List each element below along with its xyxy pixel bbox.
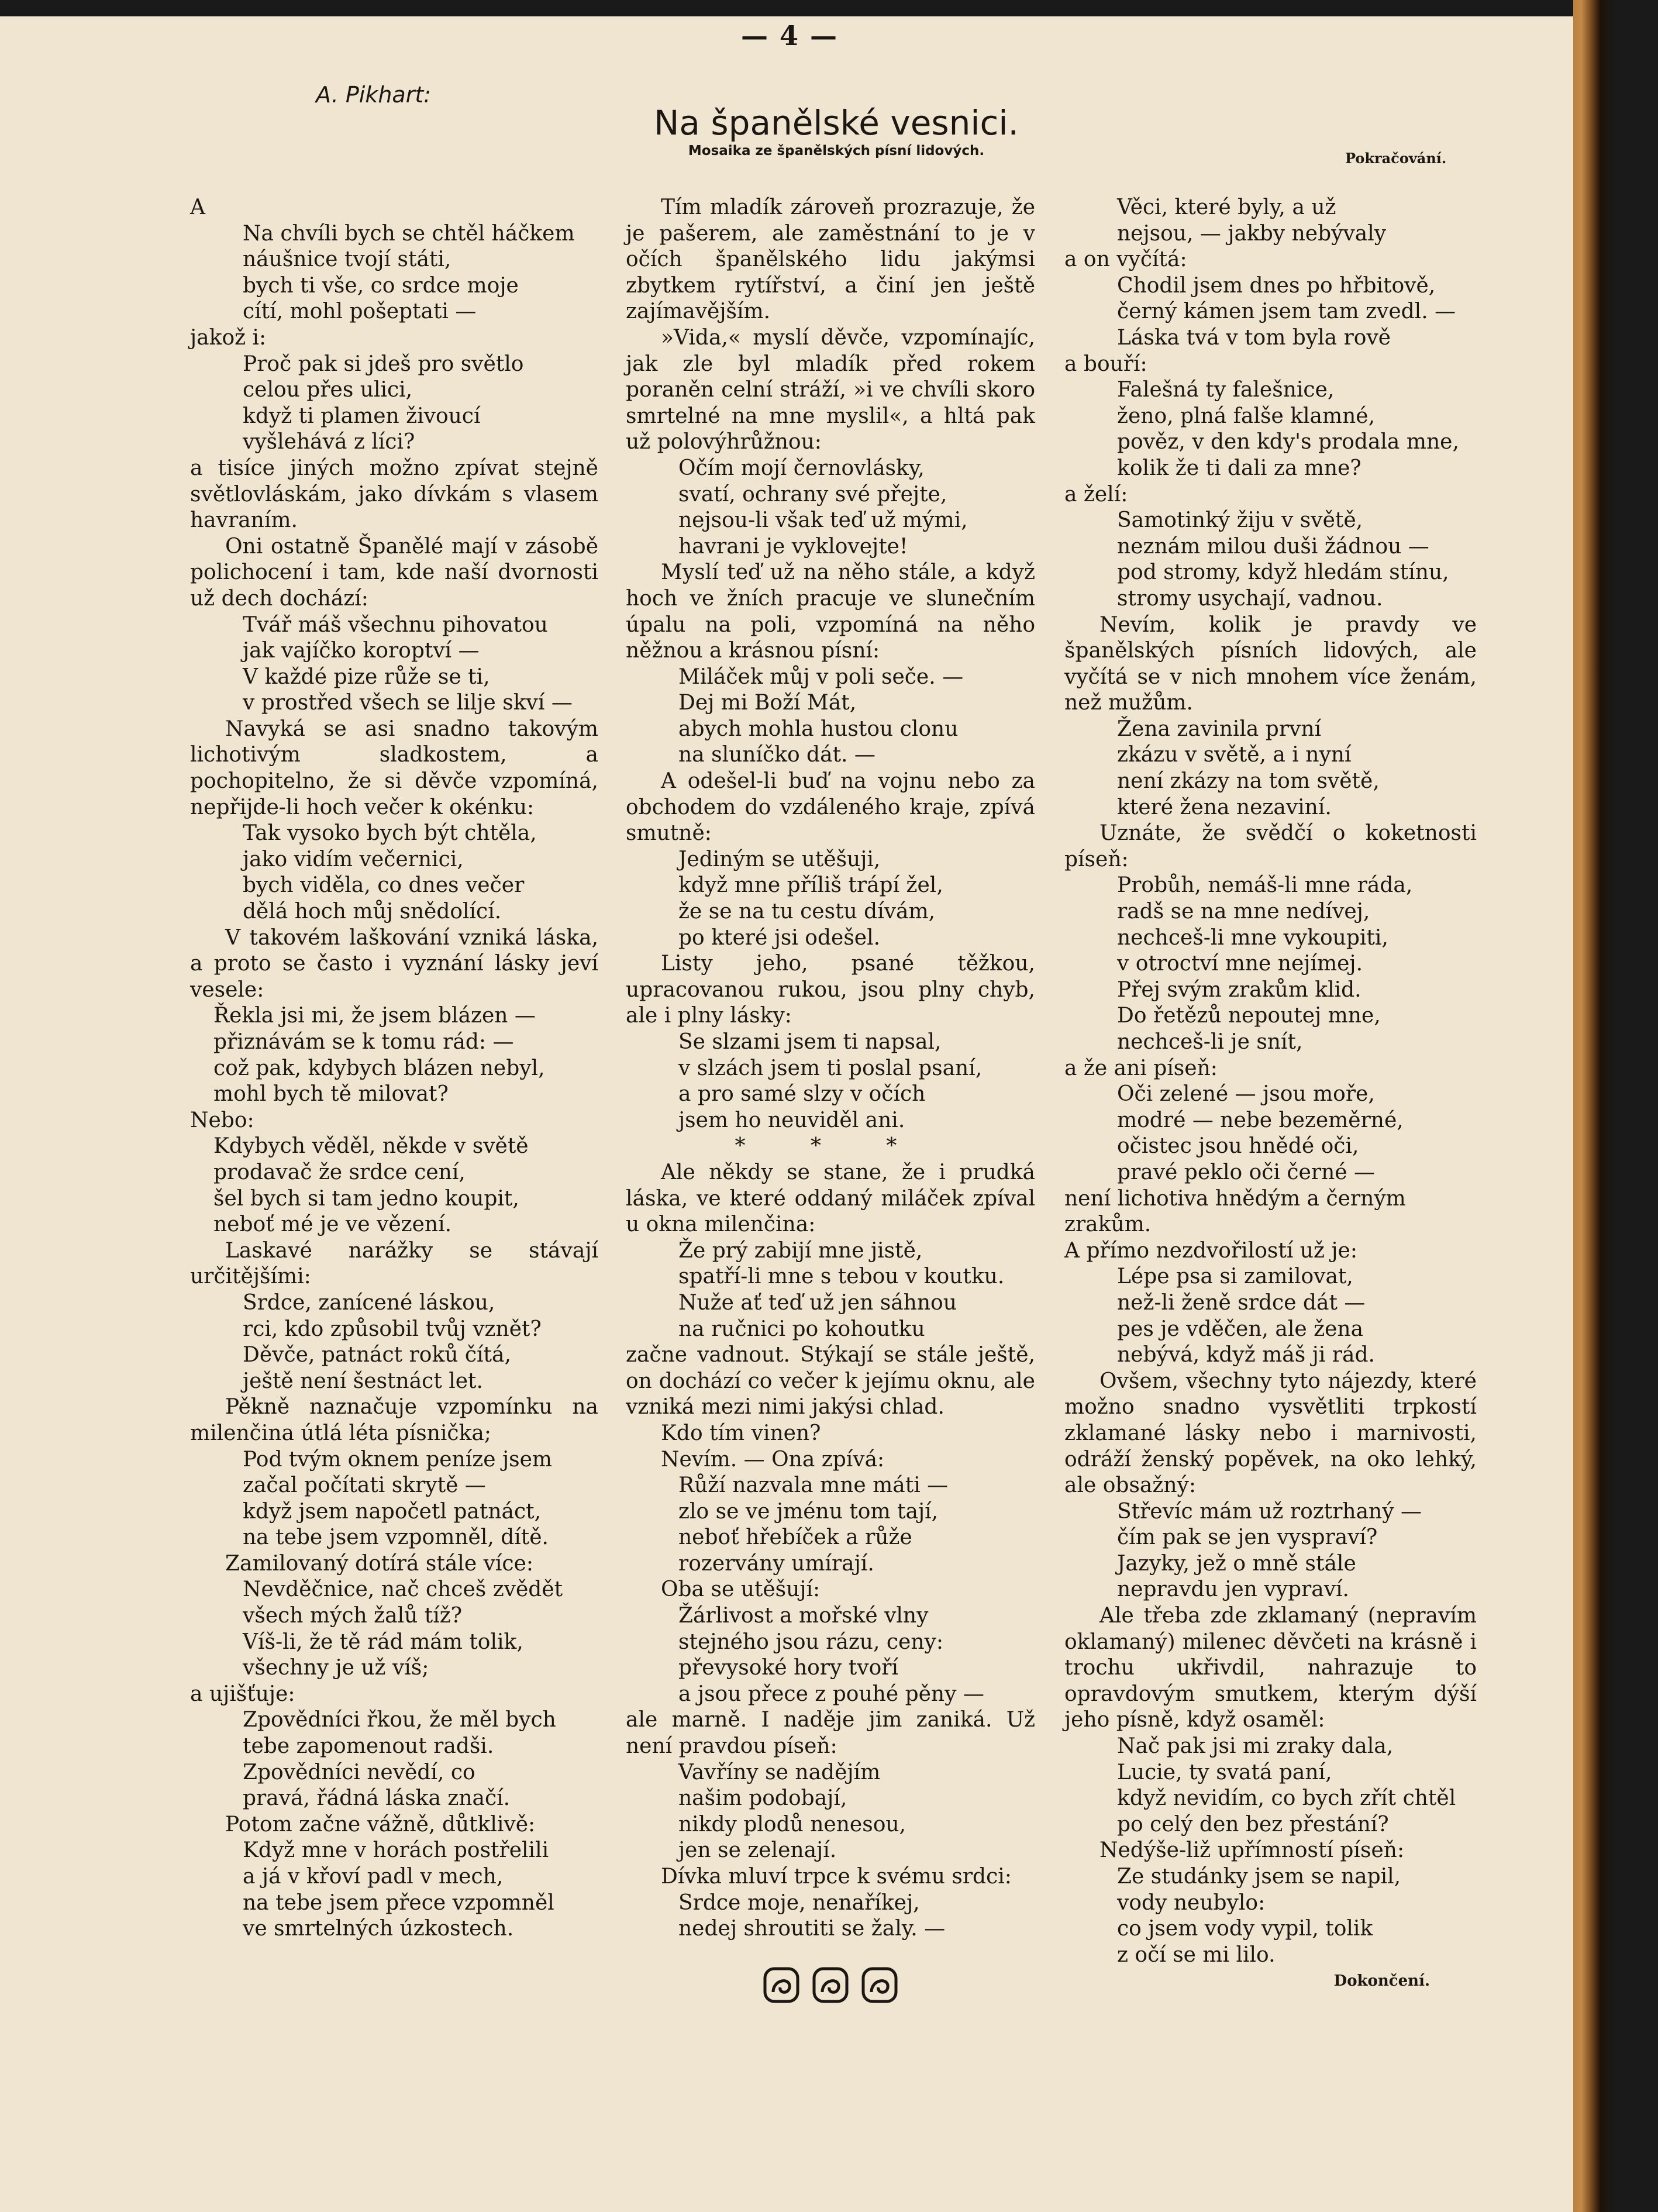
- verse-line: Srdce, zanícené láskou,: [243, 1290, 495, 1315]
- verse-line: Oba se utěšují:: [661, 1577, 821, 1602]
- verse-line: modré — nebe bezeměrné,: [1117, 1108, 1404, 1132]
- verse-line: Zpovědníci nevědí, co: [243, 1760, 475, 1784]
- verse-line: pravé peklo oči černé —: [1117, 1160, 1375, 1184]
- verse-line: nebývá, když máš ji rád.: [1117, 1343, 1375, 1367]
- verse-line: v otroctví mne nejímej.: [1117, 952, 1363, 976]
- prose-paragraph: Ale někdy se stane, že i prudká láska, ve které oddaný miláček zpíval u okna milenčina:: [626, 1160, 1035, 1237]
- verse-line: Tak vysoko bych být chtěla,: [243, 821, 537, 846]
- verse-line: ve smrtelných úzkostech.: [243, 1917, 514, 1941]
- text-column-3: [1064, 195, 1477, 1994]
- verse-line: bych ti vše, co srdce moje: [243, 273, 519, 298]
- verse-line: Nač pak jsi mi zraky dala,: [1117, 1734, 1394, 1759]
- verse-line: šel bych si tam jedno koupit,: [213, 1186, 519, 1211]
- verse-line: neznám milou duši žádnou —: [1117, 534, 1429, 559]
- verse-line: Že prý zabijí mne jistě,: [678, 1238, 923, 1263]
- verse-line: Kdybych věděl, někde v světě: [213, 1134, 529, 1159]
- verse-line: ještě není šestnáct let.: [243, 1369, 483, 1393]
- verse-line: což pak, kdybych blázen nebyl,: [213, 1056, 545, 1080]
- text-line: Nebo:: [190, 1108, 254, 1132]
- verse-line: spatří-li mne s tebou v koutku.: [678, 1265, 1005, 1289]
- verse-line: nechceš-li je snít,: [1117, 1030, 1303, 1054]
- verse-line: rozervány umírají.: [678, 1551, 874, 1576]
- verse-line: pověz, v den kdy's prodala mne,: [1117, 430, 1459, 454]
- verse-line: v prostřed všech se lilje skví —: [243, 691, 573, 715]
- verse-line: Oči zelené — jsou moře,: [1117, 1082, 1375, 1107]
- verse-line: Dívka mluví trpce k svému srdci:: [661, 1865, 1012, 1889]
- verse-line: vody neubylo:: [1117, 1890, 1266, 1915]
- verse-line: očistec jsou hnědé oči,: [1117, 1134, 1359, 1159]
- prose-paragraph: a tisíce jiných možno zpívat stejně světlovláskám, jako dívkám s vlasem havraním.: [190, 456, 598, 533]
- verse-line: mohl bych tě milovat?: [213, 1082, 449, 1107]
- verse-line: Zpovědníci řkou, že měl bych: [243, 1708, 556, 1732]
- verse-line: co jsem vody vypil, tolik: [1117, 1917, 1373, 1941]
- prose-paragraph: Myslí teď už na něho stále, a když hoch ve žních pracuje ve slunečním úpalu na poli, vzpomíná na něho něžnou a krásnou písní:: [626, 560, 1035, 663]
- prose-paragraph: Laskavé narážky se stávají určitějšími:: [190, 1238, 598, 1289]
- verse-line: Probůh, nemáš-li mne ráda,: [1117, 873, 1413, 898]
- verse-line: na tebe jsem vzpomněl, dítě.: [243, 1525, 549, 1550]
- verse-line: když ti plamen živoucí: [243, 404, 481, 428]
- verse-line: Když mne v horách postřelili: [243, 1838, 549, 1863]
- verse-line: tebe zapomenout radši.: [243, 1734, 494, 1759]
- verse-line: po které jsi odešel.: [678, 925, 881, 950]
- verse-line: Jediným se utěšuji,: [678, 847, 881, 871]
- verse-line: abych mohla hustou clonu: [678, 716, 959, 741]
- verse-line: stejného jsou rázu, ceny:: [678, 1629, 943, 1654]
- verse-line: Nevděčnice, nač chceš zvědět: [243, 1577, 563, 1602]
- prose-paragraph: Oni ostatně Španělé mají v zásobě polichocení i tam, kde naší dvornosti už dech dochází:: [190, 534, 598, 611]
- verse-line: když nevidím, co bych zřít chtěl: [1117, 1786, 1456, 1811]
- three-spiral-ornament-icon: [760, 1965, 901, 2006]
- verse-line: a jsou přece z pouhé pěny —: [678, 1682, 984, 1706]
- verse-line: když mne příliš trápí žel,: [678, 873, 943, 898]
- verse-line: svatí, ochrany své přejte,: [678, 482, 947, 507]
- article-title: Na španělské vesnici.: [654, 103, 1019, 143]
- prose-paragraph: Nedýše-liž upřímností píseň:: [1099, 1838, 1405, 1863]
- verse-line: Děvče, patnáct roků čítá,: [243, 1343, 511, 1367]
- verse-line: Proč pak si jdeš pro světlo: [243, 352, 524, 376]
- verse-line: na sluníčko dát. —: [678, 743, 875, 767]
- prose-paragraph: Tím mladík zároveň prozrazuje, že je pašerem, ale zaměstnání to je v očích španělského lidu jakýmsi zbytkem rytířství, a činí jen ještě zajímavějším.: [626, 195, 1035, 324]
- verse-line: jen se zelenají.: [678, 1838, 837, 1863]
- verse-line: Nuže ať teď už jen sáhnou: [678, 1290, 957, 1315]
- verse-line: a já v křoví padl v mech,: [243, 1865, 504, 1889]
- verse-line: Tvář máš všechnu pihovatou: [243, 612, 548, 637]
- verse-line: Vavříny se nadějím: [678, 1760, 881, 1784]
- author: A. Pikhart:: [316, 82, 432, 108]
- prose-paragraph: Pěkně naznačuje vzpomínku na milenčina útlá léta písnička;: [190, 1395, 598, 1445]
- verse-line: Láska tvá v tom byla rově: [1117, 325, 1391, 350]
- page-number: — 4 —: [740, 20, 839, 51]
- verse-line: nejsou-li však teď už mými,: [678, 508, 968, 533]
- verse-line: Věci, které byly, a už: [1117, 195, 1336, 219]
- prose-paragraph: ale marně. I naděje jim zaniká. Už není pravdou píseň:: [626, 1708, 1035, 1759]
- verse-line: zlo se ve jménu tom tají,: [678, 1499, 939, 1524]
- prose-paragraph: Potom začne vážně, důtklivě:: [225, 1812, 536, 1837]
- verse-line: na tebe jsem přece vzpomněl: [243, 1890, 554, 1915]
- verse-line: čím pak se jen vyspraví?: [1117, 1525, 1378, 1550]
- verse-line: Nevím. — Ona zpívá:: [661, 1447, 885, 1472]
- ending-note: Dokončení.: [1333, 1972, 1430, 1990]
- prose-paragraph: Listy jeho, psané těžkou, upracovanou rukou, jsou plny chyb, ale i plny lásky:: [626, 952, 1035, 1028]
- verse-line: zkázu v světě, a i nyní: [1117, 743, 1352, 767]
- verse-line: Víš-li, že tě rád mám tolik,: [243, 1629, 523, 1654]
- verse-line: jsem ho neuviděl ani.: [678, 1108, 905, 1132]
- verse-line: jak vajíčko koroptví —: [243, 639, 480, 663]
- verse-line: Srdce moje, nenaříkej,: [678, 1890, 920, 1915]
- verse-line: Růží nazvala mne máti —: [678, 1473, 949, 1498]
- verse-line: Na chvíli bych se chtěl háčkem: [243, 221, 575, 246]
- prose-paragraph: »Vida,« myslí děvče, vzpomínajíc, jak zle byl mladík před rokem poraněn celní stráží, »i ve chvíli skoro smrtelné na mne myslil«, a hltá pak už polovýhrůžnou:: [626, 325, 1035, 454]
- verse-line: Řekla jsi mi, že jsem blázen —: [213, 1004, 536, 1028]
- verse-line: nechceš-li mne vykoupiti,: [1117, 925, 1388, 950]
- book-spine: [1573, 0, 1658, 2212]
- verse-line: neboť hřebíček a růže: [678, 1525, 912, 1550]
- prose-paragraph: Uznáte, že svědčí o koketnosti píseň:: [1064, 821, 1477, 871]
- prose-paragraph: Ovšem, všechny tyto nájezdy, které možno snadno vysvětliti trpkostí zklamané lásky nebo i marnivosti, odráží ženský popěvek, na oko lehký, ale obsažný:: [1064, 1369, 1477, 1498]
- verse-line: nepravdu jen vypraví.: [1117, 1577, 1350, 1602]
- section-divider: * * *: [735, 1134, 926, 1159]
- prose-paragraph: Navyká se asi snadno takovým lichotivým sladkostem, a pochopitelno, že si děvče vzpomíná, nepřijde-li hoch večer k okénku:: [190, 716, 598, 819]
- verse-line: Lucie, ty svatá paní,: [1117, 1760, 1332, 1784]
- verse-line: Ze studánky jsem se napil,: [1117, 1865, 1401, 1889]
- text-line: A přímo nezdvořilostí už je:: [1064, 1238, 1357, 1263]
- verse-line: Přej svým zrakům klid.: [1117, 977, 1361, 1002]
- verse-line: všech mých žalů tíž?: [243, 1604, 462, 1628]
- prose-paragraph: začne vadnout. Stýkají se stále ještě, on dochází co večer k jejímu oknu, ale vzniká mezi nimi jakýsi chlad.: [626, 1343, 1035, 1419]
- verse-line: Žárlivost a mořské vlny: [678, 1604, 929, 1628]
- verse-line: když jsem napočetl patnáct,: [243, 1499, 542, 1524]
- verse-line: Dej mi Boží Mát,: [678, 691, 857, 715]
- verse-line: Miláček můj v poli seče. —: [678, 664, 964, 689]
- verse-line: černý kámen jsem tam zvedl. —: [1117, 299, 1456, 324]
- text-column-1: [190, 195, 598, 1942]
- verse-line: začal počítati skrytě —: [243, 1473, 486, 1498]
- verse-line: cítí, mohl pošeptati —: [243, 299, 477, 324]
- text-line: není lichotiva hnědým a černým zrakům.: [1064, 1186, 1406, 1237]
- verse-line: které žena nezaviní.: [1117, 795, 1332, 819]
- verse-line: přiznávám se k tomu rád: —: [213, 1030, 514, 1054]
- prose-paragraph: A odešel-li buď na vojnu nebo za obchodem do vzdáleného kraje, zpívá smutně:: [626, 769, 1035, 846]
- text-line: a ujišťuje:: [190, 1682, 295, 1706]
- verse-line: neboť mé je ve vězení.: [213, 1212, 452, 1237]
- verse-line: havrani je vyklovejte!: [678, 534, 908, 559]
- verse-line: vyšlehává z líci?: [243, 430, 415, 454]
- prose-paragraph: Ale třeba zde zklamaný (nepravím oklamaný) milenec děvčeti na krásně i trochu ukřivdil, nahrazuje to opravdovým smutkem, kterým dýší jeho písně, když osaměl:: [1064, 1604, 1477, 1732]
- verse-line: celou přes ulici,: [243, 378, 413, 402]
- article-subtitle: Mosaika ze španělských písní lidových.: [688, 143, 985, 159]
- verse-line: po celý den bez přestání?: [1117, 1812, 1389, 1837]
- prose-paragraph: V takovém laškování vzniká láska, a proto se často i vyznání lásky jeví vesele:: [190, 925, 598, 1002]
- verse-line: V každé pize růže se ti,: [243, 664, 490, 689]
- verse-line: kolik že ti dali za mne?: [1117, 456, 1361, 480]
- verse-line: všechny je už víš;: [243, 1656, 429, 1680]
- verse-line: nedej shroutiti se žaly. —: [678, 1917, 946, 1941]
- verse-line: není zkázy na tom světě,: [1117, 769, 1380, 794]
- verse-line: Falešná ty falešnice,: [1117, 378, 1335, 402]
- verse-line: Kdo tím vinen?: [661, 1421, 821, 1445]
- verse-line: našim podobají,: [678, 1786, 847, 1811]
- verse-line: že se na tu cestu dívám,: [678, 900, 936, 924]
- verse-line: prodavač že srdce cení,: [213, 1160, 466, 1184]
- verse-line: rci, kdo způsobil tvůj vznět?: [243, 1317, 542, 1341]
- verse-line: Jazyky, jež o mně stále: [1117, 1551, 1356, 1576]
- verse-line: v slzách jsem ti poslal psaní,: [678, 1056, 983, 1080]
- verse-line: Žena zavinila první: [1117, 716, 1322, 741]
- verse-line: Do řetězů nepoutej mne,: [1117, 1004, 1381, 1028]
- continued-note: Pokračování.: [1345, 150, 1447, 167]
- verse-line: pes je vděčen, ale žena: [1117, 1317, 1364, 1341]
- verse-line: nejsou, — jakby nebývaly: [1117, 221, 1387, 246]
- verse-line: Očím mojí černovlásky,: [678, 456, 925, 480]
- prose-paragraph: Nevím, kolik je pravdy ve španělských písních lidových, ale vyčítá se v nich mnohem více ženám, než mužům.: [1064, 612, 1477, 715]
- verse-line: Chodil jsem dnes po hřbitově,: [1117, 273, 1436, 298]
- text-line: a bouří:: [1064, 352, 1147, 376]
- verse-line: na ručnici po kohoutku: [678, 1317, 925, 1341]
- verse-line: dělá hoch můj snědolící.: [243, 900, 502, 924]
- verse-line: bych viděla, co dnes večer: [243, 873, 525, 898]
- verse-line: ženo, plná falše klamné,: [1117, 404, 1376, 428]
- text-line: jakož i:: [190, 325, 267, 350]
- text-line: a želí:: [1064, 482, 1128, 507]
- verse-line: než-li ženě srdce dát —: [1117, 1290, 1366, 1315]
- verse-line: jako vidím večernici,: [243, 847, 464, 871]
- verse-line: převysoké hory tvoří: [678, 1656, 898, 1680]
- verse-line: Samotinký žiju v světě,: [1117, 508, 1363, 533]
- verse-line: radš se na mne nedívej,: [1117, 900, 1370, 924]
- verse-line: náušnice tvojí státi,: [243, 247, 451, 272]
- text-line: a on vyčítá:: [1064, 247, 1187, 272]
- verse-line: stromy usychají, vadnou.: [1117, 586, 1383, 611]
- verse-line: Se slzami jsem ti napsal,: [678, 1030, 942, 1054]
- verse-line: Lépe psa si zamilovat,: [1117, 1265, 1353, 1289]
- text-line: A: [190, 195, 205, 219]
- verse-line: Pod tvým oknem peníze jsem: [243, 1447, 553, 1472]
- verse-line: pod stromy, když hledám stínu,: [1117, 560, 1449, 585]
- verse-line: nikdy plodů nenesou,: [678, 1812, 906, 1837]
- text-line: a že ani píseň:: [1064, 1056, 1218, 1080]
- page: [0, 16, 1579, 2212]
- verse-line: pravá, řádná láska značí.: [243, 1786, 511, 1811]
- verse-line: z očí se mi lilo.: [1117, 1942, 1276, 1967]
- verse-line: Střevíc mám už roztrhaný —: [1117, 1499, 1422, 1524]
- prose-paragraph: Zamilovaný dotírá stále více:: [225, 1551, 534, 1576]
- verse-line: a pro samé slzy v očích: [678, 1082, 926, 1107]
- text-column-2: [626, 195, 1035, 1942]
